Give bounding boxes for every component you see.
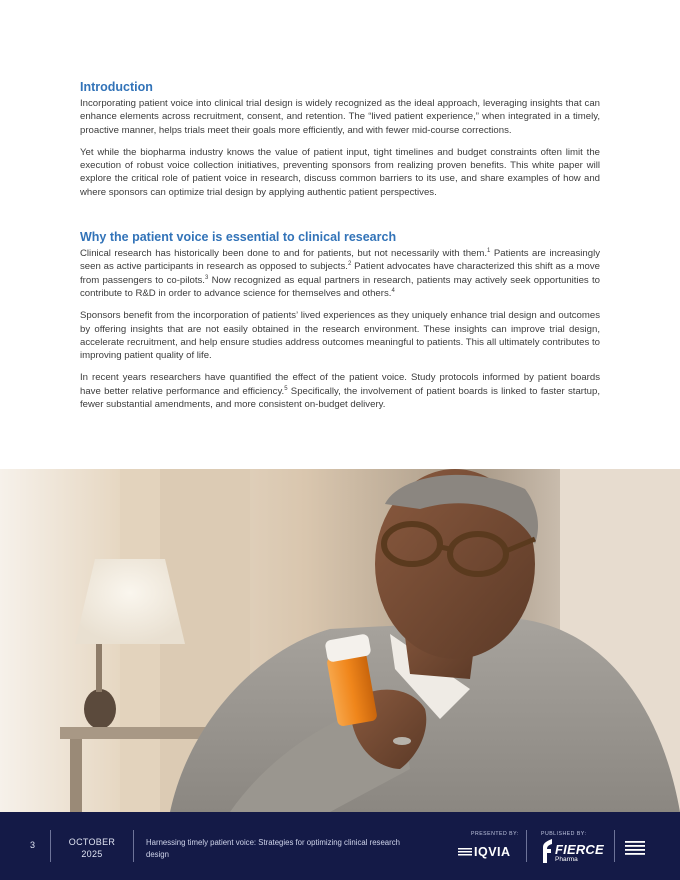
paragraph: In recent years researchers have quantified the effect of the patient voice. Study protocols informed by patient boards have better relative performance and efficiency.$^5$ Specifically, the involvement of patient boards is linked to faster startup, fewer substantial amendments, and more consistent on-budget delivery. <box>80 372 600 411</box>
fierce-flame-icon <box>541 839 553 863</box>
footer-divider <box>50 830 51 862</box>
footer-bar: 3 OCTOBER 2025 Harnessing timely patient voice: Strategies for optimizing clinical research design PRESENTED BY: IQVIA PUBLISHED BY: FIERCE Pharma <box>0 812 680 880</box>
iqvia-logo-icon <box>458 848 472 856</box>
man-reading-pill-bottle-illustration <box>0 469 680 812</box>
paragraph: Yet while the biopharma industry knows the value of patient input, tight timelines and budget constraints often limit the execution of robust voice collection initiatives, preventing sponsors from realizing proven benefits. This white paper will explore the critical role of patient voice in research, discuss common barriers to its use, and share examples of how and where sponsors can optimize trial design by applying authentic patient perspectives. <box>80 146 600 198</box>
hamburger-menu-icon[interactable] <box>624 840 648 856</box>
paragraph: Sponsors benefit from the incorporation of patients’ lived experiences as they uniquely enhance trial design and outcomes by offering insights that are not easily obtained in the research environment. These insights can improve trial design, accelerate recruitment, and help ensure studies address outcomes meaningful to patients. This all ultimately contributes to improving patient quality of life. <box>80 310 600 362</box>
footer-divider <box>526 830 527 862</box>
footer-divider <box>133 830 134 862</box>
footnote-ref[interactable]: 4 <box>391 287 395 294</box>
section-heading-patient-voice: Why the patient voice is essential to clinical research <box>80 230 397 245</box>
footnote-ref[interactable]: 5 <box>284 385 288 392</box>
paragraph: Clinical research has historically been done to and for patients, but not necessarily with them.$^1$ Patients are increasingly seen as active participants in research as opposed to subjects.$^2$ Patient advocates have characterized this shift as a move from passengers to co-pilots.$^3$ Now recognized as equal partners in research, patients may actively seek opportunities to contribute to R&D in order to advance science for themselves and others.$^4$ <box>80 247 601 299</box>
page-number: 3 <box>30 840 36 850</box>
iqvia-logo[interactable]: IQVIA <box>474 845 511 859</box>
published-by-label: PUBLISHED BY: <box>541 831 587 837</box>
footer-divider <box>614 830 615 862</box>
footnote-ref[interactable]: 1 <box>487 247 491 254</box>
document-title: Harnessing timely patient voice: Strategies for optimizing clinical research design <box>146 838 400 859</box>
section-heading-introduction: Introduction <box>80 80 153 94</box>
patient-photo <box>0 469 680 812</box>
article-body <box>80 79 600 420</box>
publication-date: OCTOBER 2025 <box>68 837 116 859</box>
presented-by-label: PRESENTED BY: <box>471 831 519 837</box>
footnote-ref[interactable]: 3 <box>204 274 209 281</box>
paragraph: Incorporating patient voice into clinical trial design is widely recognized as the ideal approach, leveraging insights that can enhance elements across recruitment, consent, and retention. The “lived patient experience,” when integrated in a timely, proactive manner, helps trials meet their goals more efficiently, and with fewer mid-course corrections. <box>80 98 600 136</box>
footnote-ref[interactable]: 2 <box>347 261 352 268</box>
